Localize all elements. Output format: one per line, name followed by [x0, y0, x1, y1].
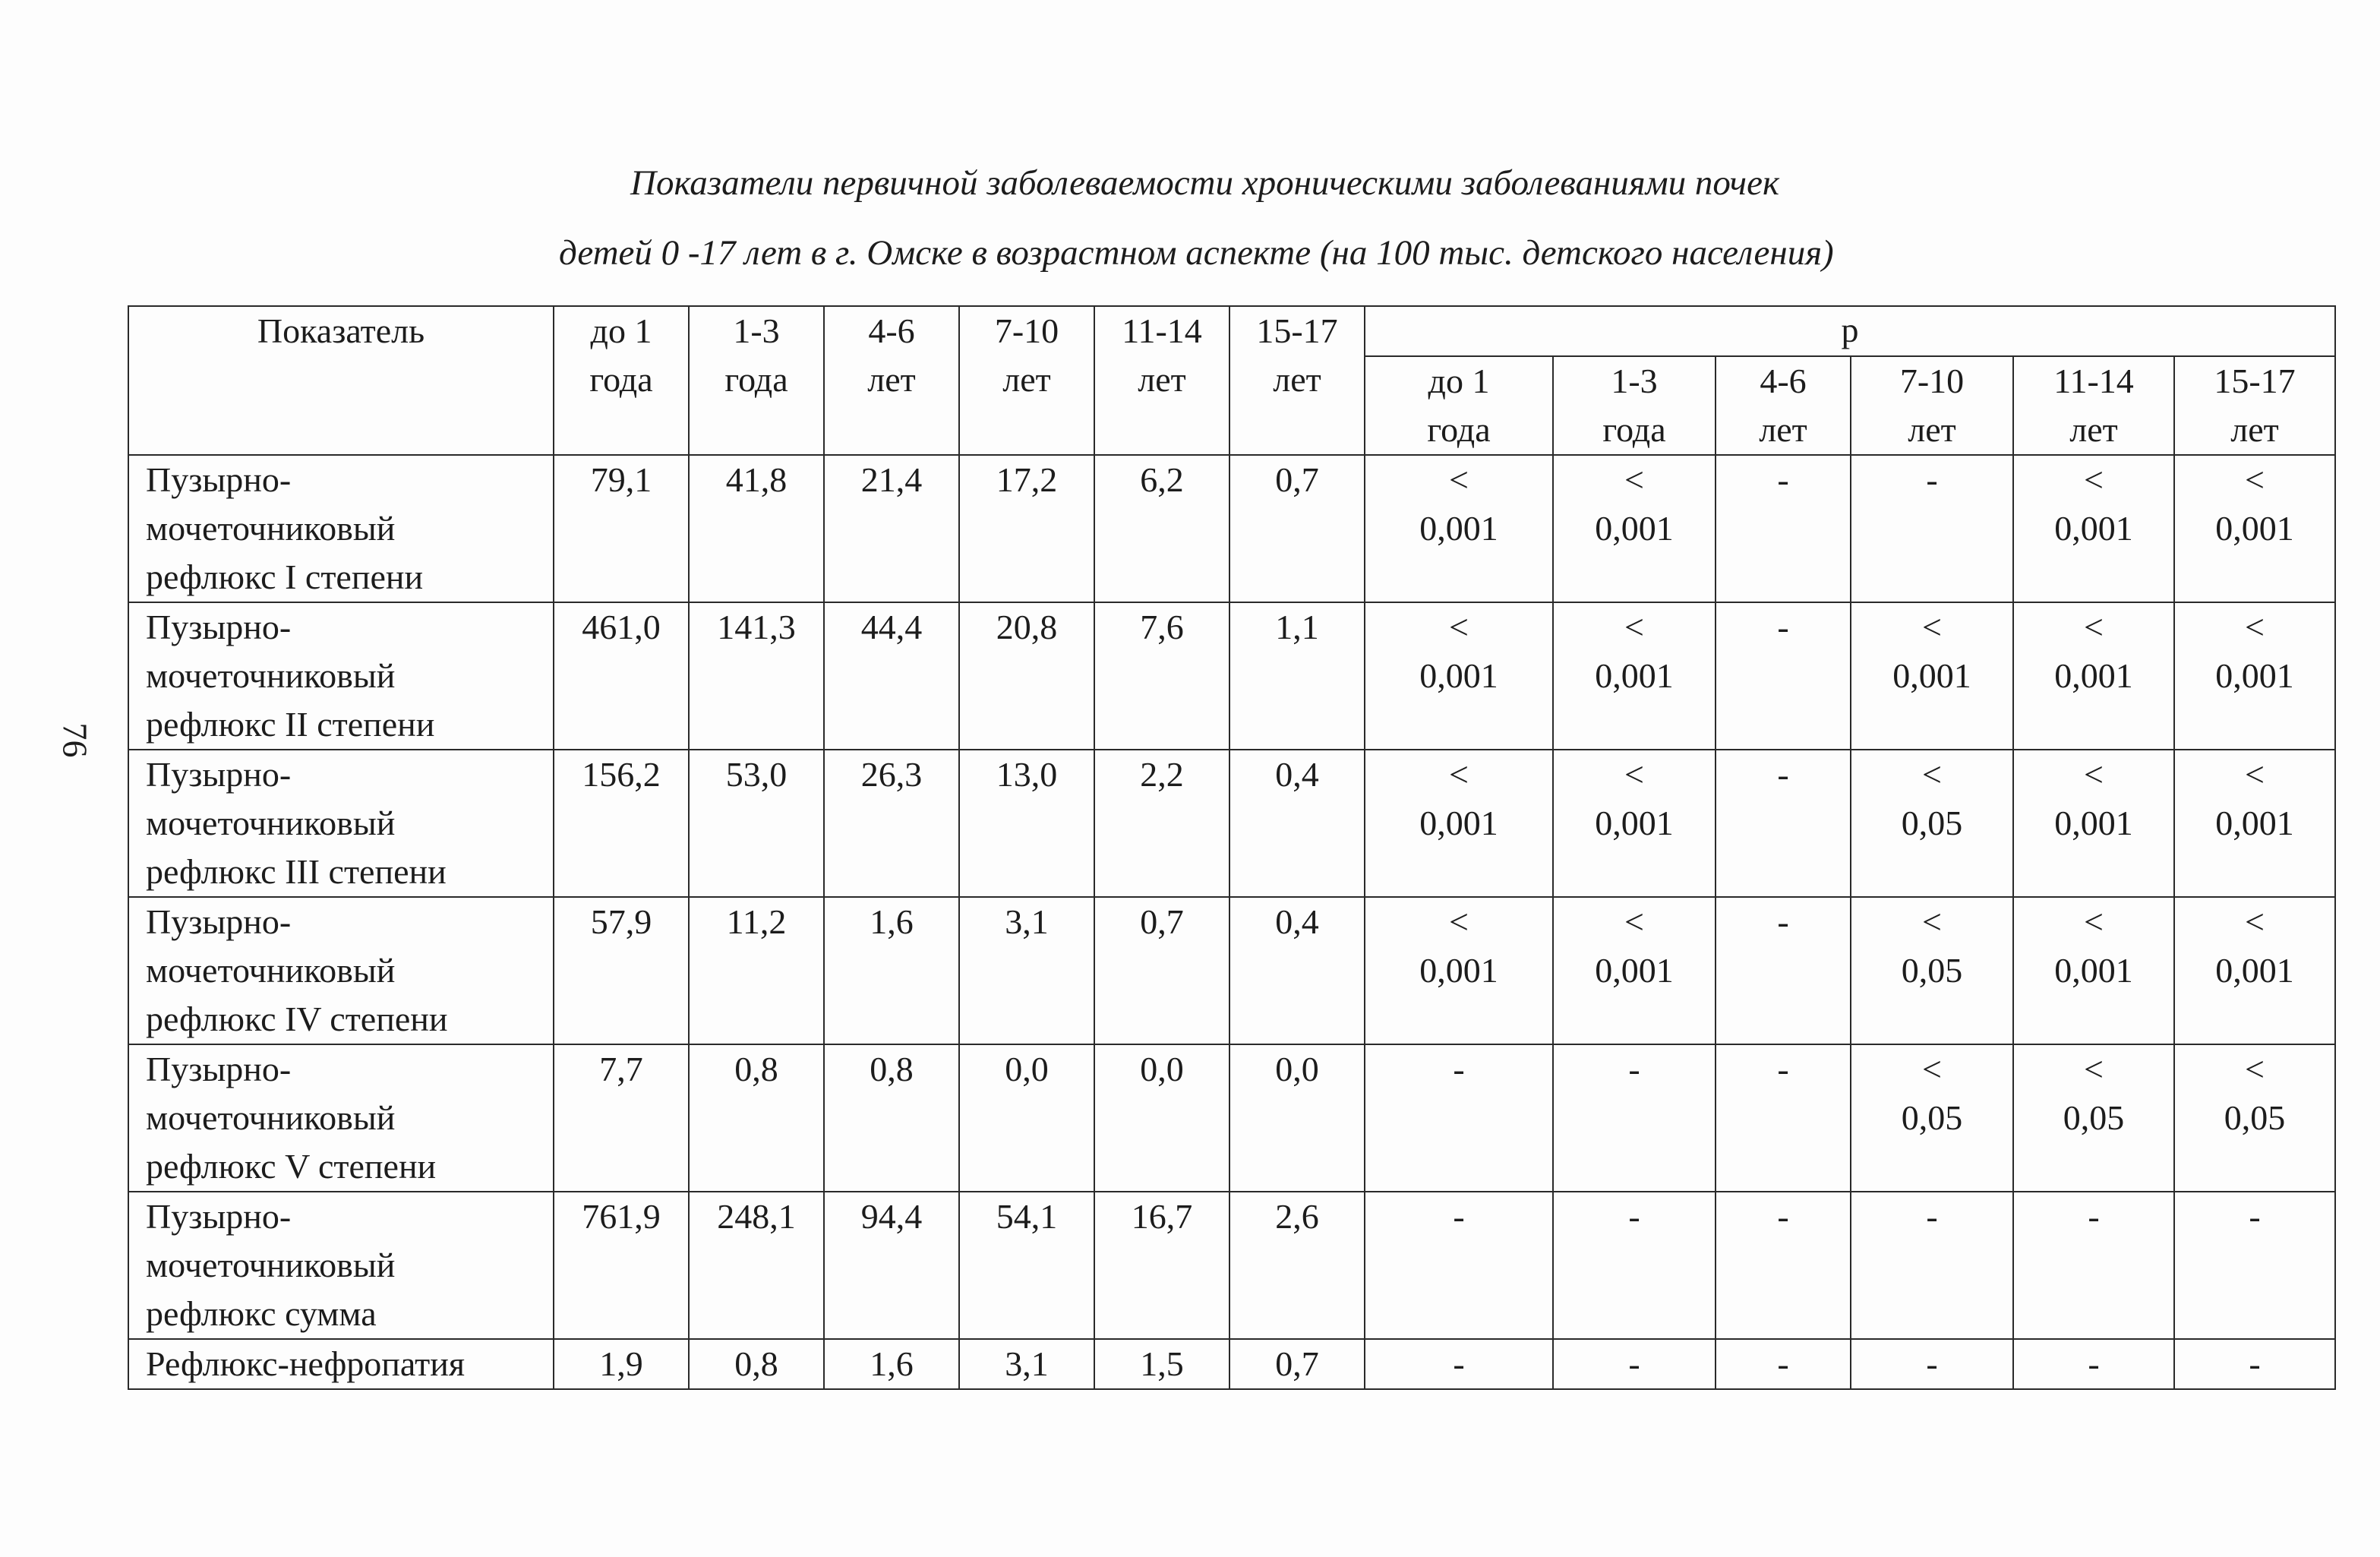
incidence-value-cell: [554, 897, 689, 1044]
incidence-value: 11,2: [726, 902, 787, 941]
p-value-threshold: 0,001: [2054, 951, 2133, 990]
p-value-sign: <: [1624, 902, 1644, 941]
incidence-value: 13,0: [996, 755, 1058, 794]
p-value-cell: [2174, 1192, 2335, 1339]
p-value-sign: <: [1449, 460, 1469, 499]
p-value-cell: [2013, 1339, 2174, 1389]
p-value-cell: [1716, 1044, 1851, 1192]
incidence-value-cell: [554, 750, 689, 897]
incidence-value: 44,4: [860, 608, 923, 646]
p-value-sign: -: [1628, 1344, 1640, 1383]
incidence-value: 1,9: [599, 1344, 643, 1383]
p-value-cell: [2013, 750, 2174, 897]
incidence-value-cell: [689, 1192, 824, 1339]
p-value-sign: -: [1777, 1344, 1789, 1383]
header-p-age-group: [2174, 356, 2335, 455]
table-row: [128, 1192, 2335, 1339]
p-value-sign: -: [2249, 1197, 2261, 1236]
p-value-cell: [1553, 1339, 1716, 1389]
p-value-sign: -: [1453, 1197, 1465, 1236]
p-value-sign: -: [2088, 1197, 2100, 1236]
incidence-value-cell: [959, 750, 1094, 897]
incidence-value-cell: [554, 602, 689, 750]
p-value-sign: <: [2245, 608, 2265, 646]
incidence-value: 3,1: [1005, 902, 1049, 941]
incidence-value-cell: [1229, 602, 1365, 750]
p-value-threshold: 0,001: [1595, 804, 1674, 842]
row-indicator-name: [128, 1192, 554, 1339]
p-value-cell: [2013, 455, 2174, 602]
header-age-unit: года: [724, 360, 788, 399]
p-value-sign: <: [2084, 755, 2104, 794]
header-age-group: [689, 306, 824, 455]
p-value-sign: -: [1628, 1197, 1640, 1236]
p-value-sign: -: [2249, 1344, 2261, 1383]
p-value-sign: -: [1777, 460, 1789, 499]
incidence-value: 1,1: [1275, 608, 1319, 646]
row-indicator-name: [128, 1044, 554, 1192]
p-value-sign: <: [2245, 755, 2265, 794]
p-value-sign: <: [2084, 1050, 2104, 1088]
p-value-cell: [1553, 455, 1716, 602]
header-age-unit: года: [589, 360, 653, 399]
row-indicator-name: [128, 1339, 554, 1389]
incidence-value: 1,6: [870, 902, 914, 941]
incidence-value: 0,8: [870, 1050, 914, 1088]
row-name-line: Рефлюкс-нефропатия: [146, 1344, 465, 1383]
p-value-threshold: 0,001: [1419, 804, 1498, 842]
header-age-range: 1-3: [733, 311, 780, 350]
table-row: [128, 1339, 2335, 1389]
p-value-sign: <: [2245, 902, 2265, 941]
header-age-group: [824, 306, 959, 455]
table-caption-line2: детей 0 -17 лет в г. Омске в возрастном аспекте (на 100 тыс. детского населения): [559, 233, 1834, 273]
incidence-value-cell: [1229, 897, 1365, 1044]
incidence-value-cell: [824, 1339, 959, 1389]
p-value-cell: [2013, 1044, 2174, 1192]
p-value-sign: -: [1926, 1344, 1938, 1383]
p-value-cell: [1851, 1044, 2013, 1192]
p-value-sign: <: [1922, 755, 1942, 794]
header-age-group: [1229, 306, 1365, 455]
header-indicator-label: Показатель: [257, 311, 425, 350]
header-age-range: до 1: [590, 311, 652, 350]
incidence-value-cell: [824, 750, 959, 897]
incidence-value: 0,8: [734, 1050, 778, 1088]
incidence-value: 53,0: [725, 755, 788, 794]
p-value-cell: [1553, 750, 1716, 897]
header-row: [128, 306, 2335, 356]
incidence-value: 2,2: [1140, 755, 1184, 794]
p-value-threshold: 0,001: [2054, 509, 2133, 548]
p-value-sign: <: [1624, 755, 1644, 794]
incidence-value-cell: [959, 602, 1094, 750]
header-age-unit: лет: [1273, 360, 1321, 399]
p-value-cell: [1553, 1192, 1716, 1339]
row-name-line: Пузырно-: [146, 755, 292, 794]
p-value-sign: -: [1777, 1050, 1789, 1088]
row-indicator-name: [128, 750, 554, 897]
header-p-age-unit: лет: [2230, 410, 2279, 449]
p-value-threshold: 0,001: [1419, 951, 1498, 990]
row-name-line: мочеточниковый: [146, 656, 396, 695]
incidence-value: 141,3: [717, 608, 796, 646]
incidence-value: 248,1: [717, 1197, 796, 1236]
header-p-age-range: 1-3: [1611, 362, 1658, 400]
table-row: [128, 897, 2335, 1044]
header-p-age-range: 11-14: [2053, 362, 2134, 400]
incidence-value: 3,1: [1005, 1344, 1049, 1383]
row-name-line: Пузырно-: [146, 902, 292, 941]
incidence-value: 41,8: [725, 460, 788, 499]
p-value-threshold: 0,05: [2224, 1098, 2286, 1137]
row-name-line: рефлюкс II степени: [146, 705, 435, 744]
incidence-value-cell: [959, 1339, 1094, 1389]
incidence-value-cell: [1094, 1339, 1229, 1389]
incidence-value-cell: [689, 455, 824, 602]
incidence-value-cell: [824, 897, 959, 1044]
p-value-cell: [1851, 1339, 2013, 1389]
incidence-value-cell: [554, 1339, 689, 1389]
header-age-unit: лет: [1002, 360, 1051, 399]
p-value-sign: <: [1624, 608, 1644, 646]
row-indicator-name: [128, 602, 554, 750]
incidence-value-cell: [1094, 750, 1229, 897]
p-value-threshold: 0,001: [1419, 656, 1498, 695]
p-value-cell: [2013, 602, 2174, 750]
p-value-threshold: 0,001: [1892, 656, 1971, 695]
p-value-cell: [1851, 1192, 2013, 1339]
incidence-value: 0,7: [1140, 902, 1184, 941]
table-row: [128, 455, 2335, 602]
row-name-line: Пузырно-: [146, 1197, 292, 1236]
p-value-cell: [1365, 897, 1553, 1044]
p-value-sign: -: [1926, 460, 1938, 499]
table-caption-line1: Показатели первичной заболеваемости хроническими заболеваниями почек: [630, 163, 1779, 203]
header-age-unit: лет: [1138, 360, 1186, 399]
header-p-age-unit: лет: [1759, 410, 1807, 449]
p-value-cell: [1365, 750, 1553, 897]
p-value-sign: -: [1926, 1197, 1938, 1236]
p-value-cell: [1365, 1044, 1553, 1192]
p-value-sign: -: [1453, 1050, 1465, 1088]
p-value-cell: [1365, 1339, 1553, 1389]
header-p-age-unit: года: [1602, 410, 1666, 449]
incidence-value-cell: [1094, 1192, 1229, 1339]
header-p-age-group: [1716, 356, 1851, 455]
p-value-sign: <: [2245, 460, 2265, 499]
table-row: [128, 602, 2335, 750]
incidence-value: 79,1: [590, 460, 652, 499]
incidence-value: 2,6: [1275, 1197, 1319, 1236]
row-name-line: мочеточниковый: [146, 1098, 396, 1137]
incidence-value-cell: [689, 1044, 824, 1192]
incidence-value-cell: [1094, 455, 1229, 602]
header-p-age-group: [1851, 356, 2013, 455]
p-value-cell: [1365, 1192, 1553, 1339]
header-age-range: 4-6: [868, 311, 915, 350]
incidence-value: 94,4: [860, 1197, 923, 1236]
header-p-age-range: 4-6: [1760, 362, 1807, 400]
p-value-threshold: 0,001: [2054, 804, 2133, 842]
incidence-value-cell: [554, 1044, 689, 1192]
table-row: [128, 1044, 2335, 1192]
incidence-value-cell: [554, 1192, 689, 1339]
table-row: [128, 750, 2335, 897]
incidence-value: 761,9: [582, 1197, 661, 1236]
p-value-threshold: 0,05: [1901, 804, 1963, 842]
incidence-value-cell: [1229, 1044, 1365, 1192]
incidence-value-cell: [689, 750, 824, 897]
p-value-threshold: 0,001: [2054, 656, 2133, 695]
p-value-cell: [2013, 1192, 2174, 1339]
p-value-cell: [2174, 602, 2335, 750]
header-age-group: [959, 306, 1094, 455]
p-value-sign: <: [1449, 755, 1469, 794]
header-p-group: [1365, 306, 2335, 356]
p-value-sign: <: [1922, 1050, 1942, 1088]
p-value-sign: -: [1777, 755, 1789, 794]
p-value-threshold: 0,05: [1901, 1098, 1963, 1137]
incidence-value-cell: [824, 1044, 959, 1192]
incidence-value-cell: [689, 1339, 824, 1389]
row-name-line: мочеточниковый: [146, 804, 396, 842]
p-value-sign: -: [1453, 1344, 1465, 1383]
incidence-value-cell: [824, 602, 959, 750]
header-p-age-group: [2013, 356, 2174, 455]
page-number: 76: [55, 722, 95, 758]
p-value-cell: [1716, 602, 1851, 750]
incidence-value-cell: [689, 602, 824, 750]
incidence-value: 20,8: [996, 608, 1058, 646]
p-value-sign: -: [1777, 902, 1789, 941]
p-value-cell: [2174, 455, 2335, 602]
p-value-cell: [1553, 602, 1716, 750]
p-value-sign: <: [2084, 902, 2104, 941]
header-age-group: [554, 306, 689, 455]
p-value-sign: <: [1449, 608, 1469, 646]
row-name-line: Пузырно-: [146, 460, 292, 499]
row-name-line: рефлюкс сумма: [146, 1294, 377, 1333]
incidence-value: 0,0: [1275, 1050, 1319, 1088]
row-name-line: рефлюкс IV степени: [146, 1000, 448, 1038]
incidence-value: 21,4: [860, 460, 923, 499]
p-value-cell: [1365, 455, 1553, 602]
p-value-threshold: 0,05: [2063, 1098, 2125, 1137]
p-value-sign: <: [2245, 1050, 2265, 1088]
incidence-value-cell: [959, 1192, 1094, 1339]
p-value-cell: [1716, 897, 1851, 1044]
p-value-sign: -: [1628, 1050, 1640, 1088]
p-value-threshold: 0,001: [1595, 656, 1674, 695]
p-value-sign: <: [2084, 608, 2104, 646]
incidence-value-cell: [1094, 1044, 1229, 1192]
row-indicator-name: [128, 897, 554, 1044]
row-name-line: рефлюкс V степени: [146, 1147, 437, 1186]
incidence-value-cell: [1094, 602, 1229, 750]
header-p-age-group: [1553, 356, 1716, 455]
row-name-line: мочеточниковый: [146, 1246, 396, 1284]
p-value-cell: [1851, 897, 2013, 1044]
p-value-cell: [2174, 750, 2335, 897]
header-age-unit: лет: [867, 360, 916, 399]
incidence-table: [128, 305, 2336, 1390]
incidence-value: 6,2: [1140, 460, 1184, 499]
incidence-value-cell: [959, 897, 1094, 1044]
incidence-value-cell: [959, 1044, 1094, 1192]
row-indicator-name: [128, 455, 554, 602]
incidence-value: 0,0: [1140, 1050, 1184, 1088]
incidence-value-cell: [689, 897, 824, 1044]
incidence-value-cell: [824, 455, 959, 602]
p-value-threshold: 0,001: [2215, 804, 2294, 842]
header-p-age-range: 7-10: [1899, 362, 1965, 400]
incidence-value-cell: [554, 455, 689, 602]
p-value-threshold: 0,001: [1595, 951, 1674, 990]
header-age-group: [1094, 306, 1229, 455]
p-value-sign: -: [2088, 1344, 2100, 1383]
incidence-value: 7,6: [1140, 608, 1184, 646]
incidence-value: 156,2: [582, 755, 661, 794]
incidence-value: 26,3: [860, 755, 923, 794]
p-value-cell: [1851, 455, 2013, 602]
row-name-line: Пузырно-: [146, 1050, 292, 1088]
incidence-value: 0,7: [1275, 460, 1319, 499]
incidence-value: 461,0: [582, 608, 661, 646]
incidence-value: 1,6: [870, 1344, 914, 1383]
p-value-cell: [1851, 750, 2013, 897]
p-value-sign: <: [1922, 902, 1942, 941]
p-value-threshold: 0,001: [2215, 656, 2294, 695]
header-p-age-range: до 1: [1428, 362, 1490, 400]
header-indicator: [128, 306, 554, 455]
incidence-value: 16,7: [1131, 1197, 1193, 1236]
p-value-sign: <: [1922, 608, 1942, 646]
header-p-label: p: [1841, 311, 1859, 349]
p-value-cell: [1553, 897, 1716, 1044]
p-value-cell: [1716, 1192, 1851, 1339]
p-value-sign: <: [2084, 460, 2104, 499]
incidence-value-cell: [824, 1192, 959, 1339]
p-value-cell: [1716, 455, 1851, 602]
p-value-threshold: 0,001: [2215, 509, 2294, 548]
header-age-range: 7-10: [994, 311, 1059, 350]
incidence-value: 0,8: [734, 1344, 778, 1383]
p-value-cell: [1716, 1339, 1851, 1389]
row-name-line: мочеточниковый: [146, 509, 396, 548]
header-p-age-range: 15-17: [2214, 362, 2296, 400]
p-value-cell: [2013, 897, 2174, 1044]
row-name-line: мочеточниковый: [146, 951, 396, 990]
incidence-value-cell: [959, 455, 1094, 602]
p-value-cell: [2174, 1339, 2335, 1389]
incidence-value: 7,7: [599, 1050, 643, 1088]
p-value-sign: -: [1777, 1197, 1789, 1236]
incidence-value-cell: [1094, 897, 1229, 1044]
header-p-age-unit: лет: [2069, 410, 2118, 449]
incidence-value: 57,9: [590, 902, 652, 941]
p-value-threshold: 0,05: [1901, 951, 1963, 990]
p-value-cell: [1851, 602, 2013, 750]
p-value-threshold: 0,001: [1595, 509, 1674, 548]
incidence-value: 54,1: [996, 1197, 1058, 1236]
incidence-value-cell: [1229, 1339, 1365, 1389]
incidence-value-cell: [1229, 1192, 1365, 1339]
row-name-line: рефлюкс III степени: [146, 852, 447, 891]
row-name-line: рефлюкс I степени: [146, 557, 424, 596]
incidence-value-cell: [1229, 455, 1365, 602]
header-age-range: 15-17: [1256, 311, 1338, 350]
p-value-cell: [1553, 1044, 1716, 1192]
p-value-cell: [2174, 1044, 2335, 1192]
header-age-range: 11-14: [1122, 311, 1202, 350]
header-p-age-unit: лет: [1908, 410, 1956, 449]
p-value-threshold: 0,001: [1419, 509, 1498, 548]
incidence-value: 1,5: [1140, 1344, 1184, 1383]
header-p-age-unit: года: [1427, 410, 1491, 449]
p-value-cell: [1716, 750, 1851, 897]
incidence-value: 0,4: [1275, 902, 1319, 941]
p-value-sign: <: [1449, 902, 1469, 941]
incidence-value: 0,4: [1275, 755, 1319, 794]
incidence-value-cell: [1229, 750, 1365, 897]
incidence-value: 17,2: [996, 460, 1058, 499]
p-value-cell: [2174, 897, 2335, 1044]
incidence-value: 0,7: [1275, 1344, 1319, 1383]
row-name-line: Пузырно-: [146, 608, 292, 646]
incidence-value: 0,0: [1005, 1050, 1049, 1088]
p-value-sign: -: [1777, 608, 1789, 646]
p-value-threshold: 0,001: [2215, 951, 2294, 990]
p-value-cell: [1365, 602, 1553, 750]
p-value-sign: <: [1624, 460, 1644, 499]
header-p-age-group: [1365, 356, 1553, 455]
